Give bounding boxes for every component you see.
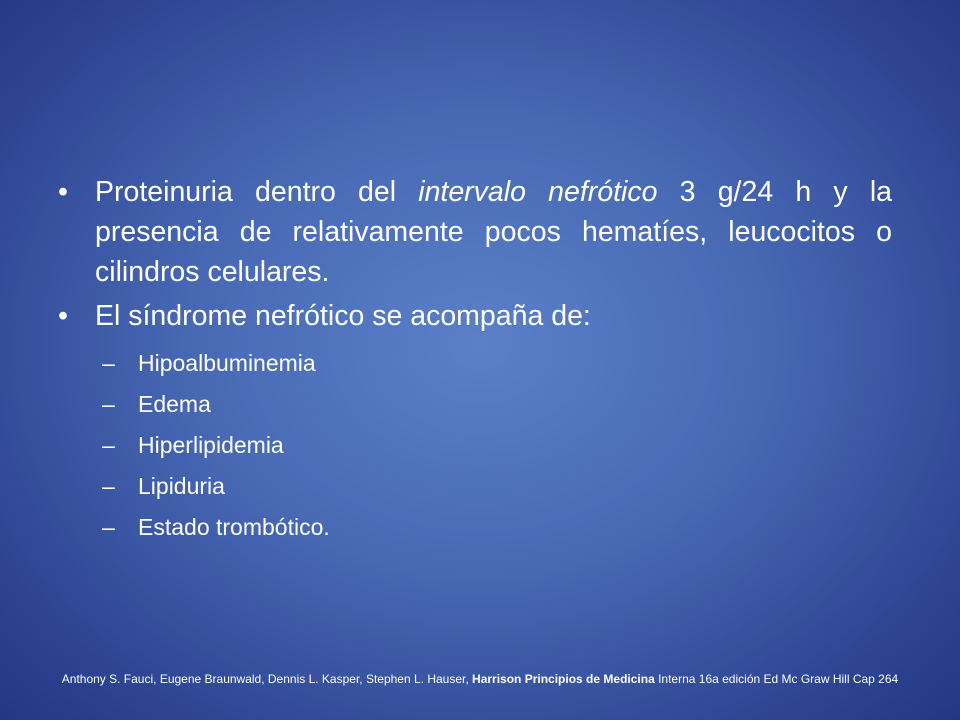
bullet-text-part: 3 g/24 h y la presencia de relativamente pocos hematíes, leucocitos o cilindros celulares. bbox=[95, 176, 893, 288]
sub-bullet-text: Hiperlipidemia bbox=[138, 432, 284, 458]
bullet-text: El síndrome nefrótico se acompaña de: bbox=[95, 300, 591, 332]
dash-marker: – bbox=[102, 391, 115, 417]
sub-bullet-item bbox=[58, 472, 892, 500]
dash-marker: – bbox=[102, 432, 115, 458]
citation-edition: Interna 16a edición Ed Mc Graw Hill Cap 264 bbox=[654, 672, 899, 686]
sub-bullet-text: Lipiduria bbox=[138, 473, 225, 499]
sub-bullet-item bbox=[58, 431, 892, 459]
bullet-text-italic: intervalo nefrótico bbox=[418, 176, 658, 208]
bullet-marker: • bbox=[58, 300, 68, 332]
citation-authors: Anthony S. Fauci, Eugene Braunwald, Dennis L. Kasper, Stephen L. Hauser, bbox=[61, 672, 473, 686]
bullet-text-part: Proteinuria dentro del bbox=[95, 176, 419, 208]
dash-marker: – bbox=[102, 350, 115, 376]
dash-marker: – bbox=[102, 473, 115, 499]
citation-footer bbox=[60, 671, 900, 688]
sub-bullet-text: Estado trombótico. bbox=[138, 514, 330, 540]
sub-bullet-item bbox=[58, 513, 892, 541]
bullet-proteinuria bbox=[58, 172, 892, 292]
sub-bullet-item bbox=[58, 390, 892, 418]
sub-bullet-text: Hipoalbuminemia bbox=[138, 350, 316, 376]
sub-bullet-item bbox=[58, 349, 892, 377]
bullet-sindrome bbox=[58, 296, 892, 336]
dash-marker: – bbox=[102, 514, 115, 540]
sub-bullet-text: Edema bbox=[138, 391, 211, 417]
slide-content bbox=[58, 172, 892, 541]
citation-book-title: Harrison Principios de Medicina bbox=[472, 672, 655, 686]
bullet-marker: • bbox=[58, 176, 68, 208]
sub-bullet-list bbox=[58, 349, 892, 541]
